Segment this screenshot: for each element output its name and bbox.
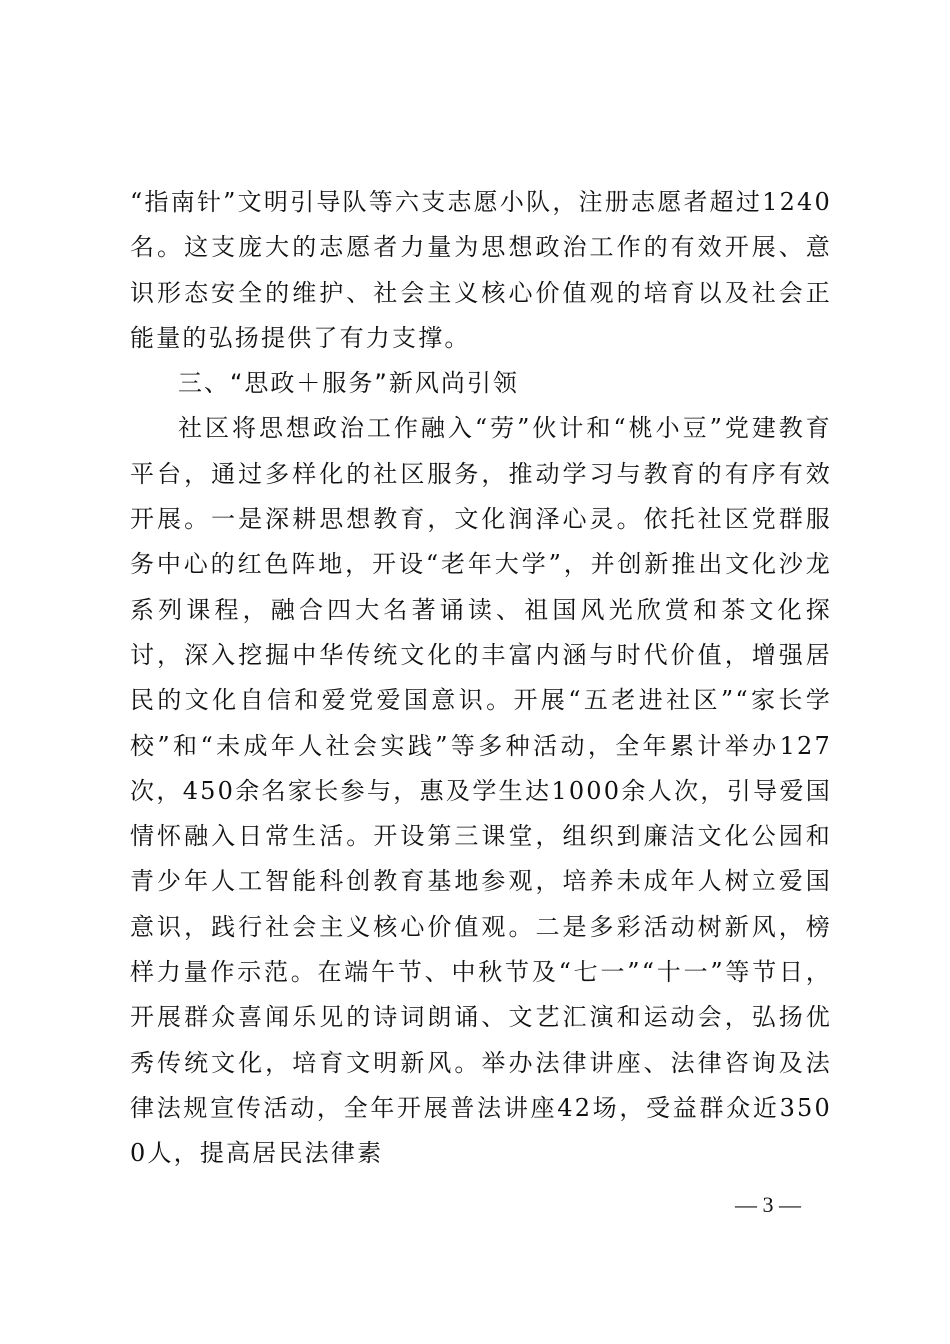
paragraph-continued: “指南针”文明引导队等六支志愿小队，注册志愿者超过1240名。这支庞大的志愿者力量为思想政治工作的有效开展、意识形态安全的维护、社会主义核心价值观的培育以及社会正能量的弘扬提供了有力支撑。 [130, 188, 832, 352]
document-body [130, 180, 832, 1177]
page-number: — 3 — [735, 1192, 801, 1217]
section-heading: 三、“思政＋服务”新风尚引领 [178, 369, 519, 398]
paragraph-main: 社区将思想政治工作融入“劳”伙计和“桃小豆”党建教育平台，通过多样化的社区服务，推动学习与教育的有序有效开展。一是深耕思想教育，文化润泽心灵。依托社区党群服务中心的红色阵地，开设“老年大学”，并创新推出文化沙龙系列课程，融合四大名著诵读、祖国风光欣赏和茶文化探讨，深入挖掘中华传统文化的丰富内涵与时代价值，增强居民的文化自信和爱党爱国意识。开展“五老进社区”“家长学校”和“未成年人社会实践”等多种活动，全年累计举办127次，450余名家长参与，惠及学生达1000余人次，引导爱国情怀融入日常生活。开设第三课堂，组织到廉洁文化公园和青少年人工智能科创教育基地参观，培养未成年人树立爱国意识，践行社会主义核心价值观。二是多彩活动树新风，榜样力量作示范。在端午节、中秋节及“七一”“十一”等节日，开展群众喜闻乐见的诗词朗诵、文艺汇演和运动会，弘扬优秀传统文化，培育文明新风。举办法律讲座、法律咨询及法律法规宣传活动，全年开展普法讲座42场，受益群众近3500人，提高居民法律素 [130, 414, 832, 1168]
